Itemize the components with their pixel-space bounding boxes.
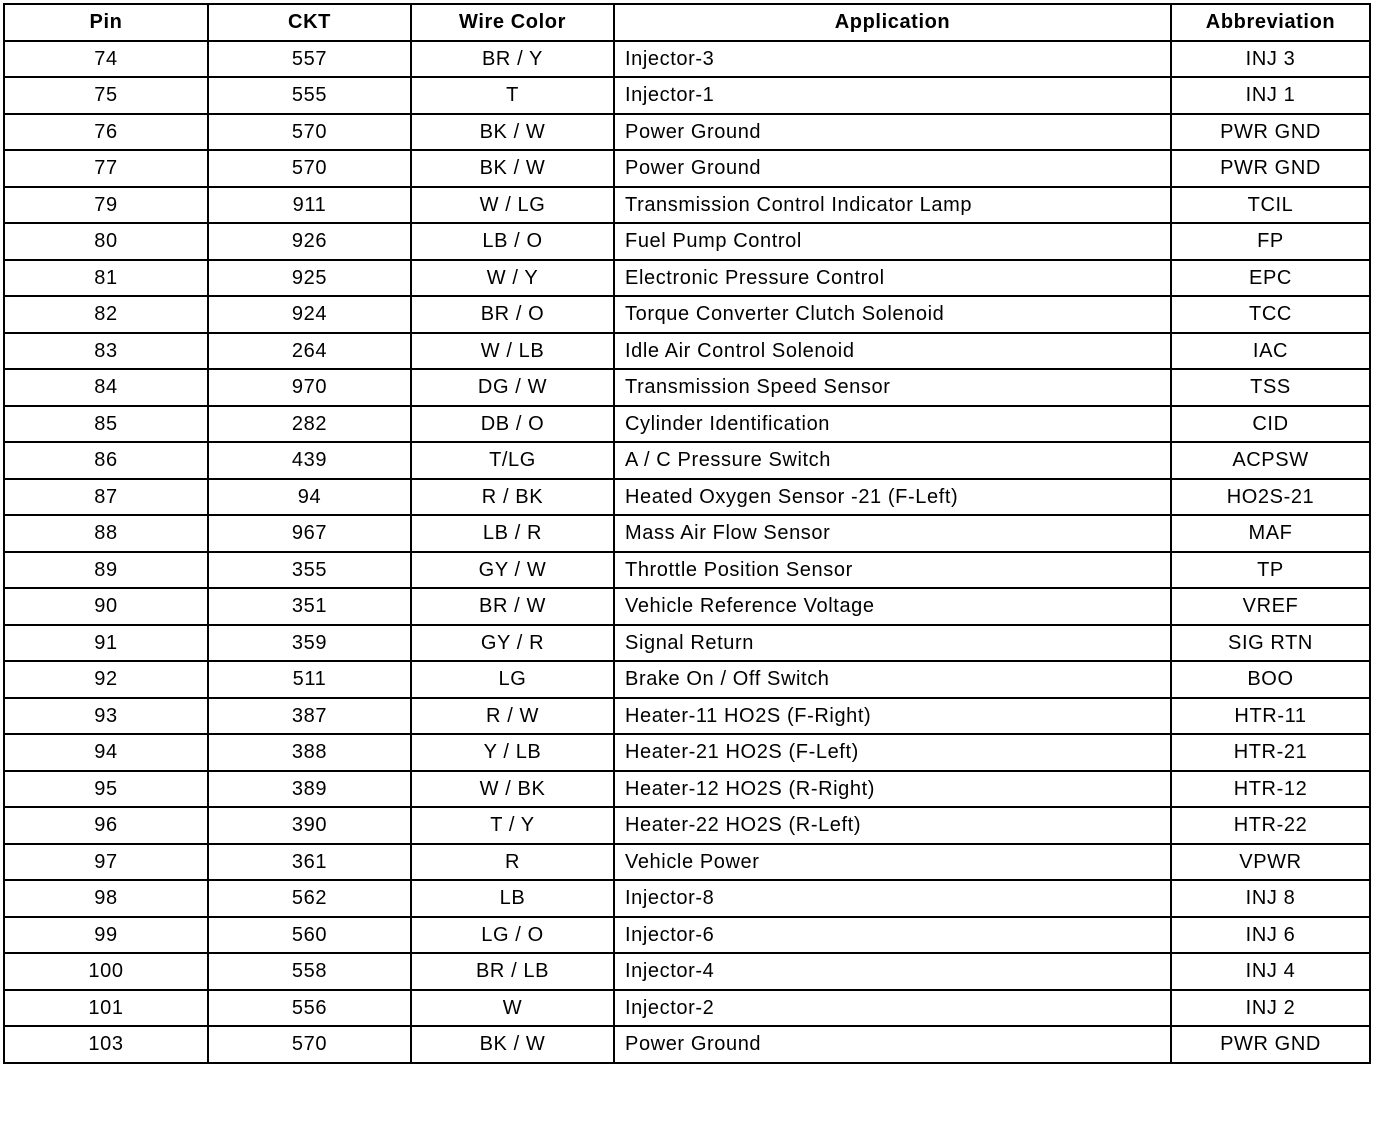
application-cell: Injector-6 [614,917,1171,954]
abbreviation-cell: TP [1171,552,1370,589]
wire-color-cell: BR / W [411,588,614,625]
abbreviation-cell: TSS [1171,369,1370,406]
ckt-cell: 387 [208,698,411,735]
pin-cell: 103 [4,1026,208,1063]
abbreviation-cell: PWR GND [1171,150,1370,187]
pin-cell: 100 [4,953,208,990]
table-row [4,552,1370,589]
ckt-cell: 388 [208,734,411,771]
abbreviation-cell: HTR-11 [1171,698,1370,735]
application-cell: Injector-3 [614,41,1171,78]
application-cell: Injector-2 [614,990,1171,1027]
table-row [4,953,1370,990]
abbreviation-cell: VPWR [1171,844,1370,881]
wire-color-cell: R / BK [411,479,614,516]
ckt-cell: 911 [208,187,411,224]
abbreviation-cell: INJ 1 [1171,77,1370,114]
ckt-cell: 282 [208,406,411,443]
table-row [4,260,1370,297]
ckt-cell: 94 [208,479,411,516]
pin-cell: 101 [4,990,208,1027]
pin-cell: 74 [4,41,208,78]
ckt-cell: 924 [208,296,411,333]
ckt-cell: 557 [208,41,411,78]
pin-cell: 83 [4,333,208,370]
pin-cell: 97 [4,844,208,881]
table-row [4,77,1370,114]
application-cell: Transmission Speed Sensor [614,369,1171,406]
wire-color-cell: BK / W [411,114,614,151]
abbreviation-cell: CID [1171,406,1370,443]
pin-table-sheet [3,3,1369,1064]
table-row [4,771,1370,808]
ckt-cell: 355 [208,552,411,589]
abbreviation-cell: TCIL [1171,187,1370,224]
abbreviation-cell: HTR-12 [1171,771,1370,808]
application-cell: Mass Air Flow Sensor [614,515,1171,552]
wire-color-cell: LB / O [411,223,614,260]
abbreviation-cell: ACPSW [1171,442,1370,479]
abbreviation-cell: PWR GND [1171,1026,1370,1063]
wire-color-cell: W [411,990,614,1027]
wire-color-cell: BR / O [411,296,614,333]
application-cell: Power Ground [614,114,1171,151]
table-body [4,41,1370,1063]
table-row [4,880,1370,917]
ckt-cell: 439 [208,442,411,479]
ckt-cell: 389 [208,771,411,808]
pin-cell: 98 [4,880,208,917]
pin-cell: 82 [4,296,208,333]
ckt-cell: 925 [208,260,411,297]
application-cell: Heater-21 HO2S (F-Left) [614,734,1171,771]
wire-color-cell: GY / R [411,625,614,662]
table-row [4,625,1370,662]
wire-color-cell: BR / LB [411,953,614,990]
wire-color-cell: LB / R [411,515,614,552]
ckt-cell: 967 [208,515,411,552]
pin-cell: 91 [4,625,208,662]
pin-cell: 75 [4,77,208,114]
table-row [4,223,1370,260]
pin-cell: 77 [4,150,208,187]
table-row [4,588,1370,625]
table-row [4,661,1370,698]
ckt-cell: 359 [208,625,411,662]
ckt-cell: 570 [208,114,411,151]
pin-cell: 85 [4,406,208,443]
application-cell: Injector-8 [614,880,1171,917]
application-cell: Torque Converter Clutch Solenoid [614,296,1171,333]
abbreviation-cell: SIG RTN [1171,625,1370,662]
table-row [4,187,1370,224]
table-row [4,515,1370,552]
table-row [4,114,1370,151]
table-row [4,479,1370,516]
ckt-cell: 556 [208,990,411,1027]
pin-cell: 92 [4,661,208,698]
ckt-cell: 562 [208,880,411,917]
wire-color-cell: BK / W [411,1026,614,1063]
pin-cell: 87 [4,479,208,516]
application-cell: Heater-22 HO2S (R-Left) [614,807,1171,844]
wire-color-cell: T/LG [411,442,614,479]
ckt-cell: 970 [208,369,411,406]
pin-cell: 90 [4,588,208,625]
ckt-cell: 570 [208,150,411,187]
ckt-cell: 558 [208,953,411,990]
abbreviation-cell: PWR GND [1171,114,1370,151]
pin-assignment-table [3,3,1371,1064]
pin-cell: 79 [4,187,208,224]
abbreviation-cell: MAF [1171,515,1370,552]
wire-color-cell: Y / LB [411,734,614,771]
ckt-cell: 555 [208,77,411,114]
wire-color-cell: LB [411,880,614,917]
table-row [4,406,1370,443]
table-row [4,698,1370,735]
ckt-cell: 390 [208,807,411,844]
abbreviation-cell: IAC [1171,333,1370,370]
wire-color-cell: T [411,77,614,114]
abbreviation-cell: HO2S-21 [1171,479,1370,516]
application-cell: Power Ground [614,1026,1171,1063]
table-row [4,369,1370,406]
table-row [4,734,1370,771]
wire-color-cell: LG [411,661,614,698]
abbreviation-cell: INJ 4 [1171,953,1370,990]
pin-cell: 88 [4,515,208,552]
application-cell: Fuel Pump Control [614,223,1171,260]
table-row [4,296,1370,333]
table-header [4,4,1370,41]
abbreviation-cell: HTR-22 [1171,807,1370,844]
abbreviation-cell: INJ 2 [1171,990,1370,1027]
header-pin: Pin [4,4,208,41]
table-row [4,807,1370,844]
pin-cell: 81 [4,260,208,297]
table-row [4,150,1370,187]
application-cell: Injector-4 [614,953,1171,990]
application-cell: Signal Return [614,625,1171,662]
abbreviation-cell: INJ 6 [1171,917,1370,954]
table-row [4,442,1370,479]
header-application: Application [614,4,1171,41]
abbreviation-cell: HTR-21 [1171,734,1370,771]
wire-color-cell: DG / W [411,369,614,406]
application-cell: Transmission Control Indicator Lamp [614,187,1171,224]
wire-color-cell: GY / W [411,552,614,589]
application-cell: Heater-12 HO2S (R-Right) [614,771,1171,808]
table-row [4,844,1370,881]
pin-cell: 96 [4,807,208,844]
pin-cell: 94 [4,734,208,771]
wire-color-cell: R [411,844,614,881]
pin-cell: 93 [4,698,208,735]
ckt-cell: 560 [208,917,411,954]
pin-cell: 84 [4,369,208,406]
wire-color-cell: W / BK [411,771,614,808]
pin-cell: 95 [4,771,208,808]
table-row [4,990,1370,1027]
wire-color-cell: BR / Y [411,41,614,78]
wire-color-cell: W / LG [411,187,614,224]
abbreviation-cell: VREF [1171,588,1370,625]
ckt-cell: 570 [208,1026,411,1063]
ckt-cell: 264 [208,333,411,370]
ckt-cell: 511 [208,661,411,698]
table-row [4,41,1370,78]
application-cell: Heater-11 HO2S (F-Right) [614,698,1171,735]
application-cell: Brake On / Off Switch [614,661,1171,698]
application-cell: Heated Oxygen Sensor -21 (F-Left) [614,479,1171,516]
wire-color-cell: T / Y [411,807,614,844]
application-cell: Throttle Position Sensor [614,552,1171,589]
application-cell: Electronic Pressure Control [614,260,1171,297]
wire-color-cell: BK / W [411,150,614,187]
abbreviation-cell: BOO [1171,661,1370,698]
table-row [4,1026,1370,1063]
abbreviation-cell: EPC [1171,260,1370,297]
pin-cell: 99 [4,917,208,954]
pin-cell: 80 [4,223,208,260]
application-cell: Cylinder Identification [614,406,1171,443]
ckt-cell: 351 [208,588,411,625]
wire-color-cell: LG / O [411,917,614,954]
ckt-cell: 361 [208,844,411,881]
application-cell: Injector-1 [614,77,1171,114]
wire-color-cell: DB / O [411,406,614,443]
application-cell: A / C Pressure Switch [614,442,1171,479]
abbreviation-cell: TCC [1171,296,1370,333]
application-cell: Vehicle Reference Voltage [614,588,1171,625]
header-abbreviation: Abbreviation [1171,4,1370,41]
wire-color-cell: W / Y [411,260,614,297]
abbreviation-cell: INJ 8 [1171,880,1370,917]
header-ckt: CKT [208,4,411,41]
abbreviation-cell: FP [1171,223,1370,260]
pin-cell: 86 [4,442,208,479]
table-row [4,333,1370,370]
wire-color-cell: W / LB [411,333,614,370]
application-cell: Power Ground [614,150,1171,187]
abbreviation-cell: INJ 3 [1171,41,1370,78]
pin-cell: 76 [4,114,208,151]
ckt-cell: 926 [208,223,411,260]
wire-color-cell: R / W [411,698,614,735]
application-cell: Vehicle Power [614,844,1171,881]
pin-cell: 89 [4,552,208,589]
application-cell: Idle Air Control Solenoid [614,333,1171,370]
header-row [4,4,1370,41]
table-row [4,917,1370,954]
header-wire-color: Wire Color [411,4,614,41]
